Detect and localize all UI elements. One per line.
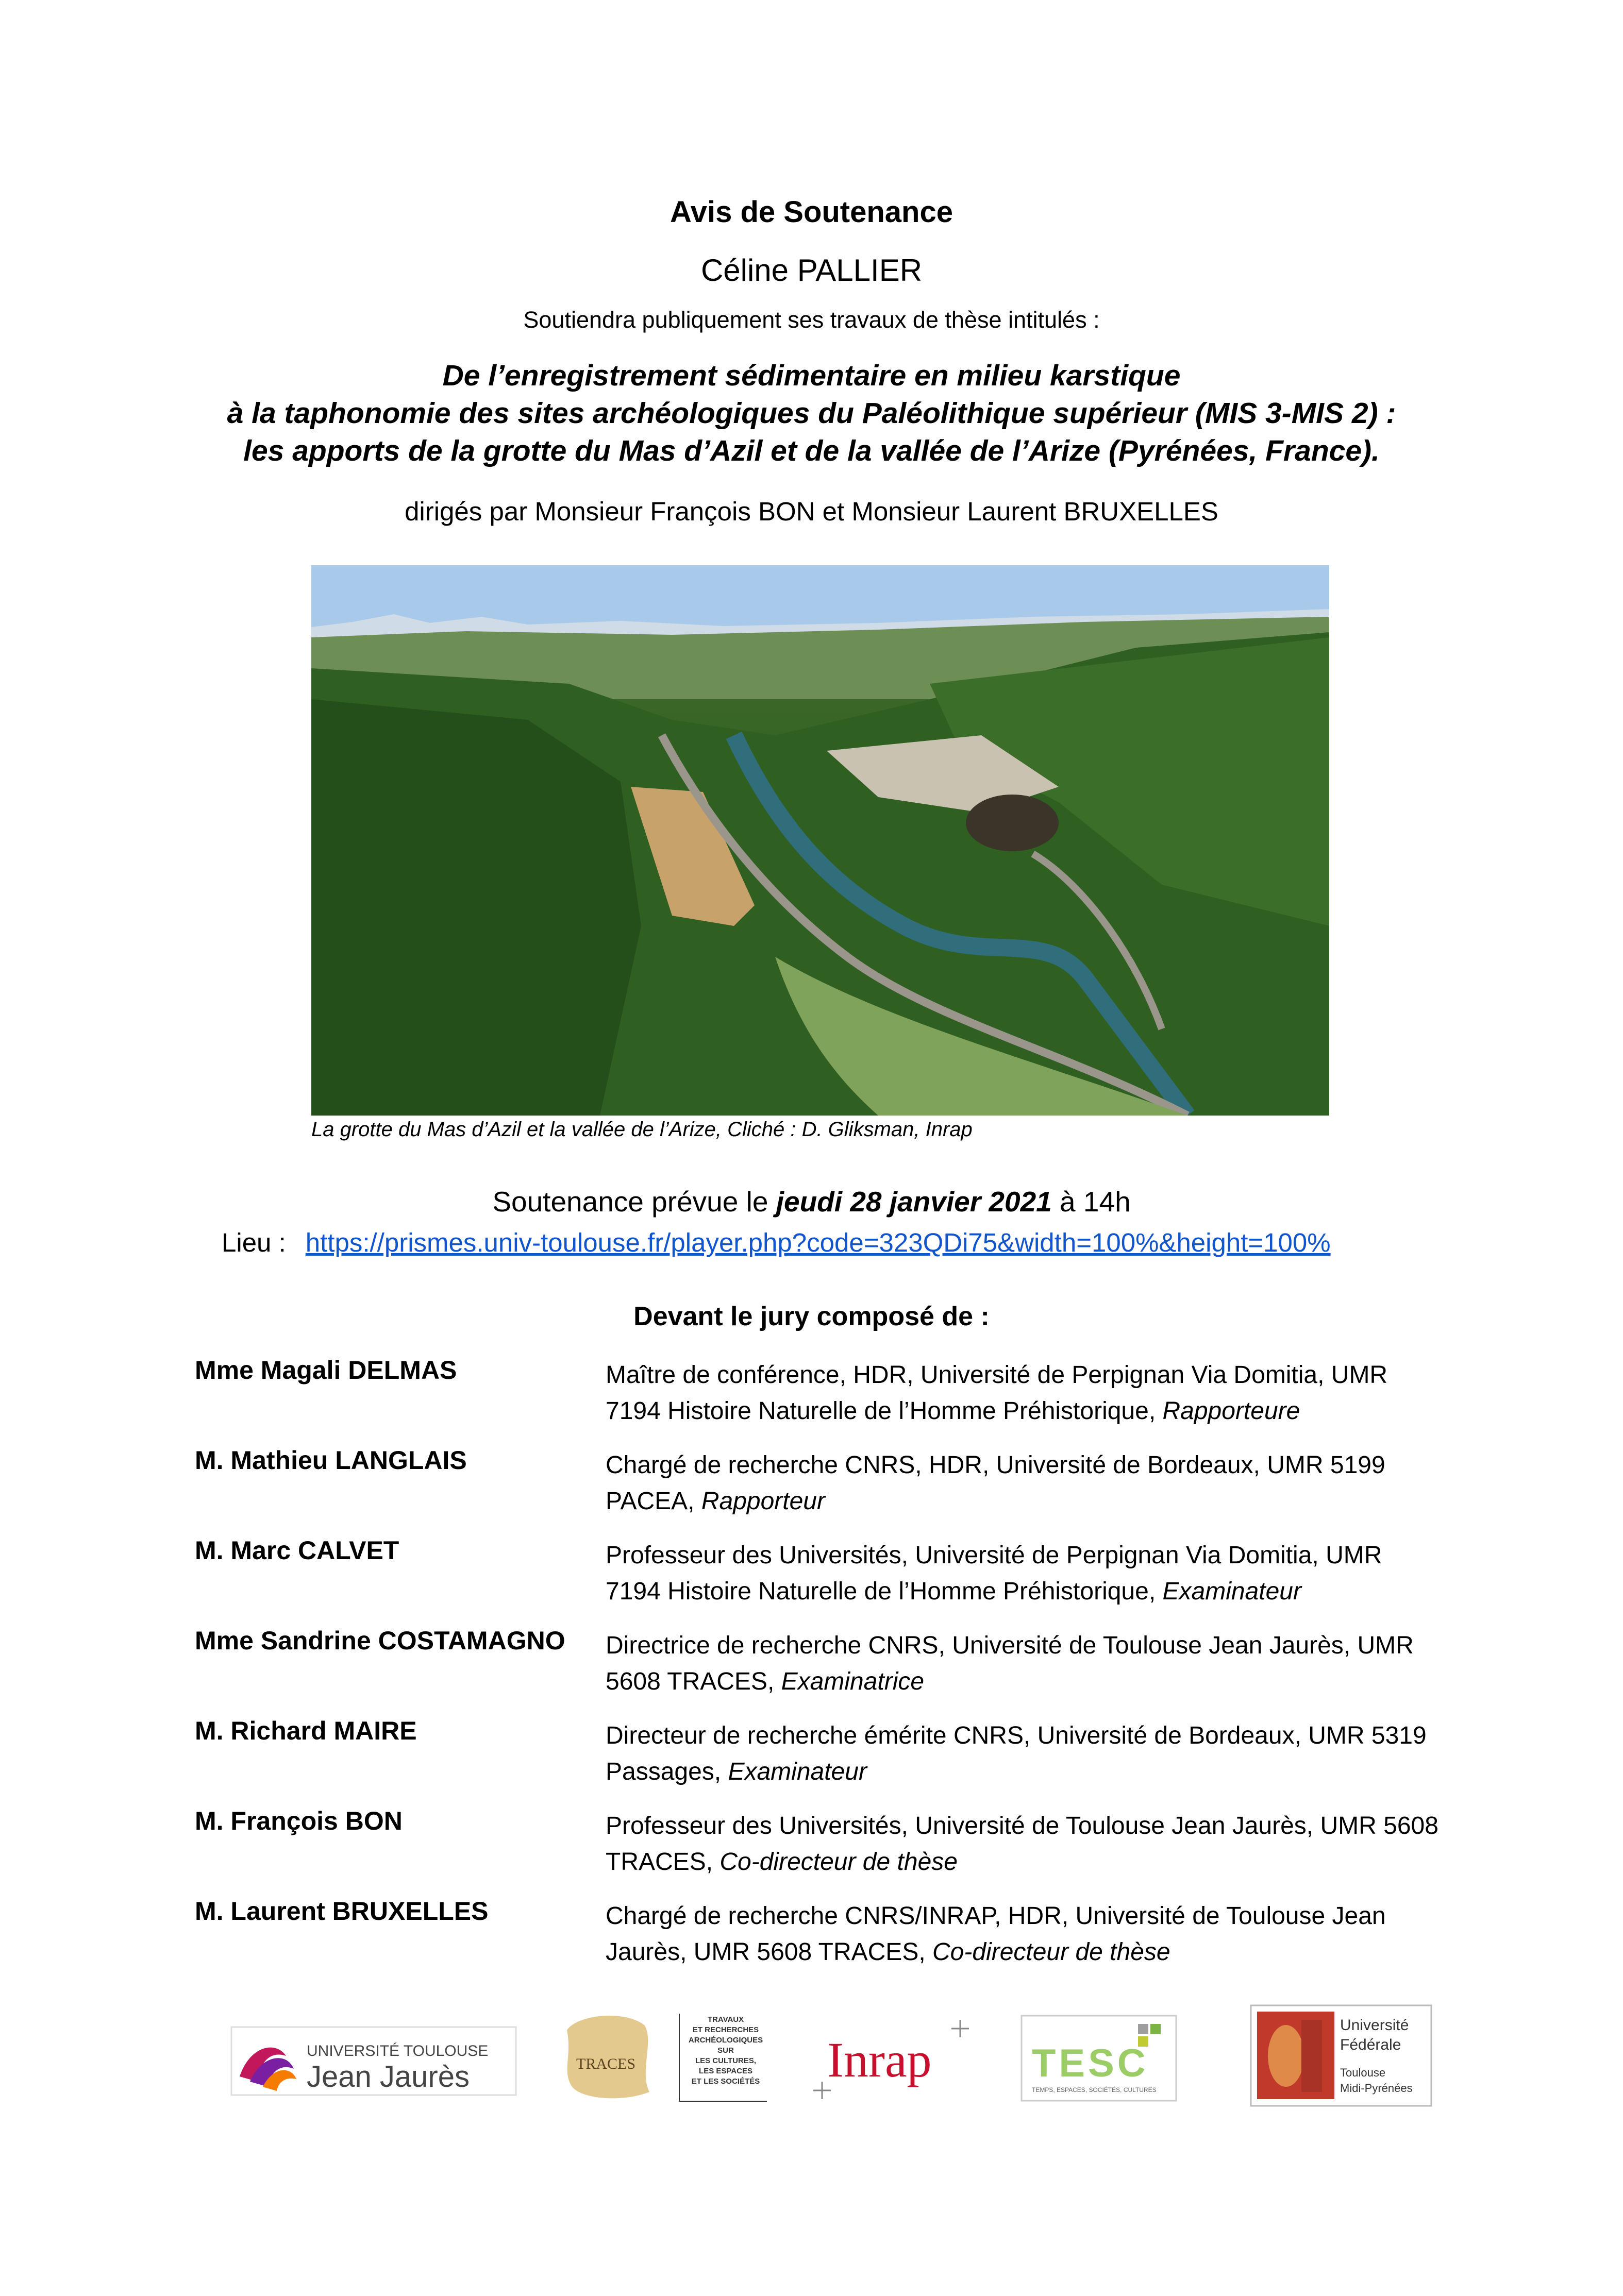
thesis-title-line: à la taphonomie des sites archéologiques du Paléolithique supérieur (MIS 3-MIS 2) : [227, 397, 1396, 430]
uftmp-logo-line: Toulouse [1340, 2066, 1386, 2079]
jury-member-affiliation: Professeur des Universités, Université de Perpignan Via Domitia, UMR [606, 1542, 1382, 1569]
photo-caption: La grotte du Mas d’Azil et la vallée de l’Arize, Cliché : D. Gliksman, Inrap [311, 1118, 973, 1141]
traces-logo-name: TRACES [576, 2055, 636, 2072]
defense-schedule [0, 1185, 1623, 1218]
defense-prefix: Soutenance prévue le [492, 1186, 776, 1218]
jury-member-role: Rapporteur [701, 1488, 825, 1515]
ut2j-logo-line1: UNIVERSITÉ TOULOUSE [307, 2042, 489, 2059]
jury-member-affiliation-cont: PACEA, [606, 1488, 701, 1515]
ut2j-logo-line2: Jean Jaurès [307, 2060, 470, 2094]
jury-member-affiliation-cont: 5608 TRACES, [606, 1668, 781, 1695]
jury-member-description [606, 1357, 1482, 1429]
jury-member-description [606, 1538, 1482, 1610]
jury-member-description [606, 1718, 1482, 1790]
tesc-logo [1020, 2015, 1178, 2102]
jury-member-description [606, 1447, 1482, 1520]
jury-member-affiliation-cont: TRACES, [606, 1848, 720, 1876]
uftmp-logo-line: Midi-Pyrénées [1340, 2082, 1413, 2095]
jury-title: Devant le jury composé de : [633, 1302, 990, 1331]
jury-member-role: Co-directeur de thèse [932, 1938, 1170, 1966]
traces-tagline: ARCHÉOLOGIQUES [688, 2036, 763, 2045]
jury-member-name: M. Mathieu LANGLAIS [195, 1446, 467, 1475]
thesis-title [0, 357, 1623, 470]
jury-member-description [606, 1898, 1482, 1970]
jury-member-role: Examinateur [1162, 1578, 1301, 1605]
jury-member-affiliation-cont: 7194 Histoire Naturelle de l’Homme Préhistorique, [606, 1397, 1163, 1425]
defense-date: jeudi 28 janvier 2021 [776, 1186, 1052, 1218]
jury-member-affiliation-cont: 7194 Histoire Naturelle de l’Homme Préhistorique, [606, 1578, 1163, 1605]
venue-link[interactable]: https://prismes.univ-toulouse.fr/player.php?code=323QDi75&width=100%&height=100% [305, 1228, 1331, 1257]
jury-member-name: Mme Magali DELMAS [195, 1356, 457, 1385]
thesis-title-line: les apports de la grotte du Mas d’Azil et de la vallée de l’Arize (Pyrénées, France). [243, 434, 1380, 467]
thesis-directors: dirigés par Monsieur François BON et Monsieur Laurent BRUXELLES [405, 497, 1218, 526]
inrap-logo [812, 2015, 982, 2105]
page-title: Avis de Soutenance [670, 195, 953, 229]
traces-tagline: LES ESPACES [699, 2067, 752, 2075]
jury-member-affiliation: Chargé de recherche CNRS/INRAP, HDR, Université de Toulouse Jean [606, 1902, 1386, 1930]
tesc-logo-tagline: TEMPS, ESPACES, SOCIÉTÉS, CULTURES [1032, 2086, 1157, 2094]
intro-text: Soutiendra publiquement ses travaux de thèse intitulés : [523, 307, 1100, 333]
valley-aerial-photo [311, 565, 1329, 1116]
jury-member-name: M. Marc CALVET [195, 1536, 399, 1565]
traces-tagline: LES CULTURES, [695, 2056, 757, 2065]
venue-label: Lieu : [222, 1228, 286, 1257]
tesc-logo-name: TESC [1032, 2041, 1149, 2085]
defense-venue [222, 1227, 1331, 1258]
jury-member-role: Examinatrice [781, 1668, 925, 1695]
jury-member-role: Examinateur [728, 1758, 867, 1785]
traces-tagline: SUR [717, 2046, 734, 2055]
jury-member-name: Mme Sandrine COSTAMAGNO [195, 1626, 565, 1655]
jury-member-affiliation-cont: Passages, [606, 1758, 728, 1785]
jury-member-name: M. François BON [195, 1807, 403, 1835]
uftmp-logo [1250, 2004, 1433, 2107]
uftmp-logo-line: Université [1340, 2017, 1409, 2034]
jury-member-affiliation: Directeur de recherche émérite CNRS, Université de Bordeaux, UMR 5319 [606, 1722, 1427, 1749]
jury-member-affiliation: Professeur des Universités, Université de Toulouse Jean Jaurès, UMR 5608 [606, 1812, 1438, 1839]
uftmp-logo-line: Fédérale [1340, 2036, 1401, 2053]
jury-member-description [606, 1808, 1482, 1880]
jury-member-name: M. Laurent BRUXELLES [195, 1897, 489, 1926]
partner-logos [0, 1999, 1623, 2113]
traces-tagline: ET RECHERCHES [692, 2025, 759, 2034]
thesis-title-line: De l’enregistrement sédimentaire en milieu karstique [442, 359, 1181, 392]
jury-member-role: Rapporteure [1162, 1397, 1300, 1425]
ut2j-logo [229, 2025, 518, 2097]
defense-time: à 14h [1051, 1186, 1131, 1218]
jury-member-affiliation-cont: Jaurès, UMR 5608 TRACES, [606, 1938, 933, 1966]
traces-tagline: TRAVAUX [707, 2015, 744, 2024]
jury-member-description [606, 1628, 1482, 1700]
inrap-logo-name: Inrap [827, 2032, 932, 2087]
jury-member-role: Co-directeur de thèse [720, 1848, 958, 1876]
traces-logo [562, 2010, 768, 2105]
candidate-name: Céline PALLIER [700, 253, 923, 288]
jury-member-name: M. Richard MAIRE [195, 1716, 417, 1745]
jury-member-affiliation: Directrice de recherche CNRS, Université de Toulouse Jean Jaurès, UMR [606, 1632, 1414, 1659]
jury-member-affiliation: Chargé de recherche CNRS, HDR, Université de Bordeaux, UMR 5199 [606, 1451, 1385, 1479]
jury-member-affiliation: Maître de conférence, HDR, Université de Perpignan Via Domitia, UMR [606, 1361, 1388, 1389]
traces-tagline: ET LES SOCIÉTÉS [691, 2077, 760, 2086]
